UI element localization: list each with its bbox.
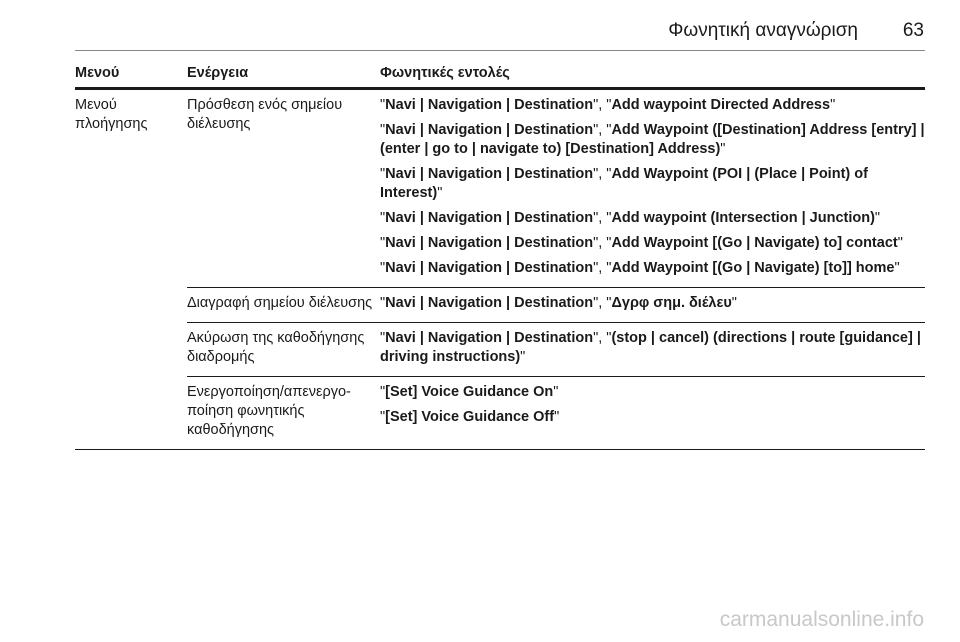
column-header-menu: Μενού — [75, 65, 120, 81]
table-body — [75, 90, 925, 377]
voice-command: "[Set] Voice Guidance On" — [380, 384, 559, 400]
commands-cell — [380, 96, 925, 278]
voice-commands-table — [75, 64, 925, 450]
action-cell: Ακύρωση της καθοδήγησης διαδρομής — [187, 330, 365, 365]
voice-command: "Navi | Navigation | Destination", "Add Waypoint [(Go | Navigate) [to]] home" — [380, 260, 900, 276]
page-title: Φωνητική αναγνώριση — [668, 20, 858, 41]
voice-command: "Navi | Navigation | Destination", "(stop | cancel) (directions | route [guidance] | driving instructions)" — [380, 330, 921, 365]
voice-command: "Navi | Navigation | Destination", "Add Waypoint ([Destination] Address [entry] | (enter | go to | navigate to) [Destination] Address)" — [380, 122, 925, 157]
action-cell: Διαγραφή σημείου διέλευσης — [187, 295, 373, 311]
commands-cell — [380, 329, 925, 367]
voice-command: "Navi | Navigation | Destination", "Add waypoint Directed Address" — [380, 97, 836, 113]
table-row — [75, 377, 925, 450]
table-header — [75, 64, 925, 90]
table-rows — [187, 90, 925, 377]
action-cell: Ενεργοποίηση/απενεργο-ποίηση φωνητικής καθοδήγησης — [187, 384, 351, 438]
table-row — [187, 323, 925, 377]
voice-command: "[Set] Voice Guidance Off" — [380, 409, 560, 425]
action-cell: Πρόσθεση ενός σημείου διέλευσης — [187, 97, 343, 132]
watermark: carmanualsonline.info — [719, 608, 924, 631]
voice-command: "Navi | Navigation | Destination", "Δγρφ σημ. διέλευ" — [380, 295, 737, 311]
commands-cell — [380, 294, 925, 313]
column-header-action: Ενέργεια — [187, 65, 249, 81]
table-row — [187, 90, 925, 288]
page-number: 63 — [902, 20, 924, 41]
header-divider — [75, 50, 925, 51]
column-header-commands: Φωνητικές εντολές — [380, 65, 510, 81]
voice-command: "Navi | Navigation | Destination", "Add Waypoint [(Go | Navigate) to] contact" — [380, 235, 903, 251]
commands-cell — [380, 383, 925, 440]
voice-command: "Navi | Navigation | Destination", "Add Waypoint (POI | (Place | Point) of Interest)" — [380, 166, 868, 201]
table-row — [187, 288, 925, 323]
menu-cell: Μενού πλοήγησης — [75, 97, 148, 132]
voice-command: "Navi | Navigation | Destination", "Add waypoint (Intersection | Junction)" — [380, 210, 881, 226]
